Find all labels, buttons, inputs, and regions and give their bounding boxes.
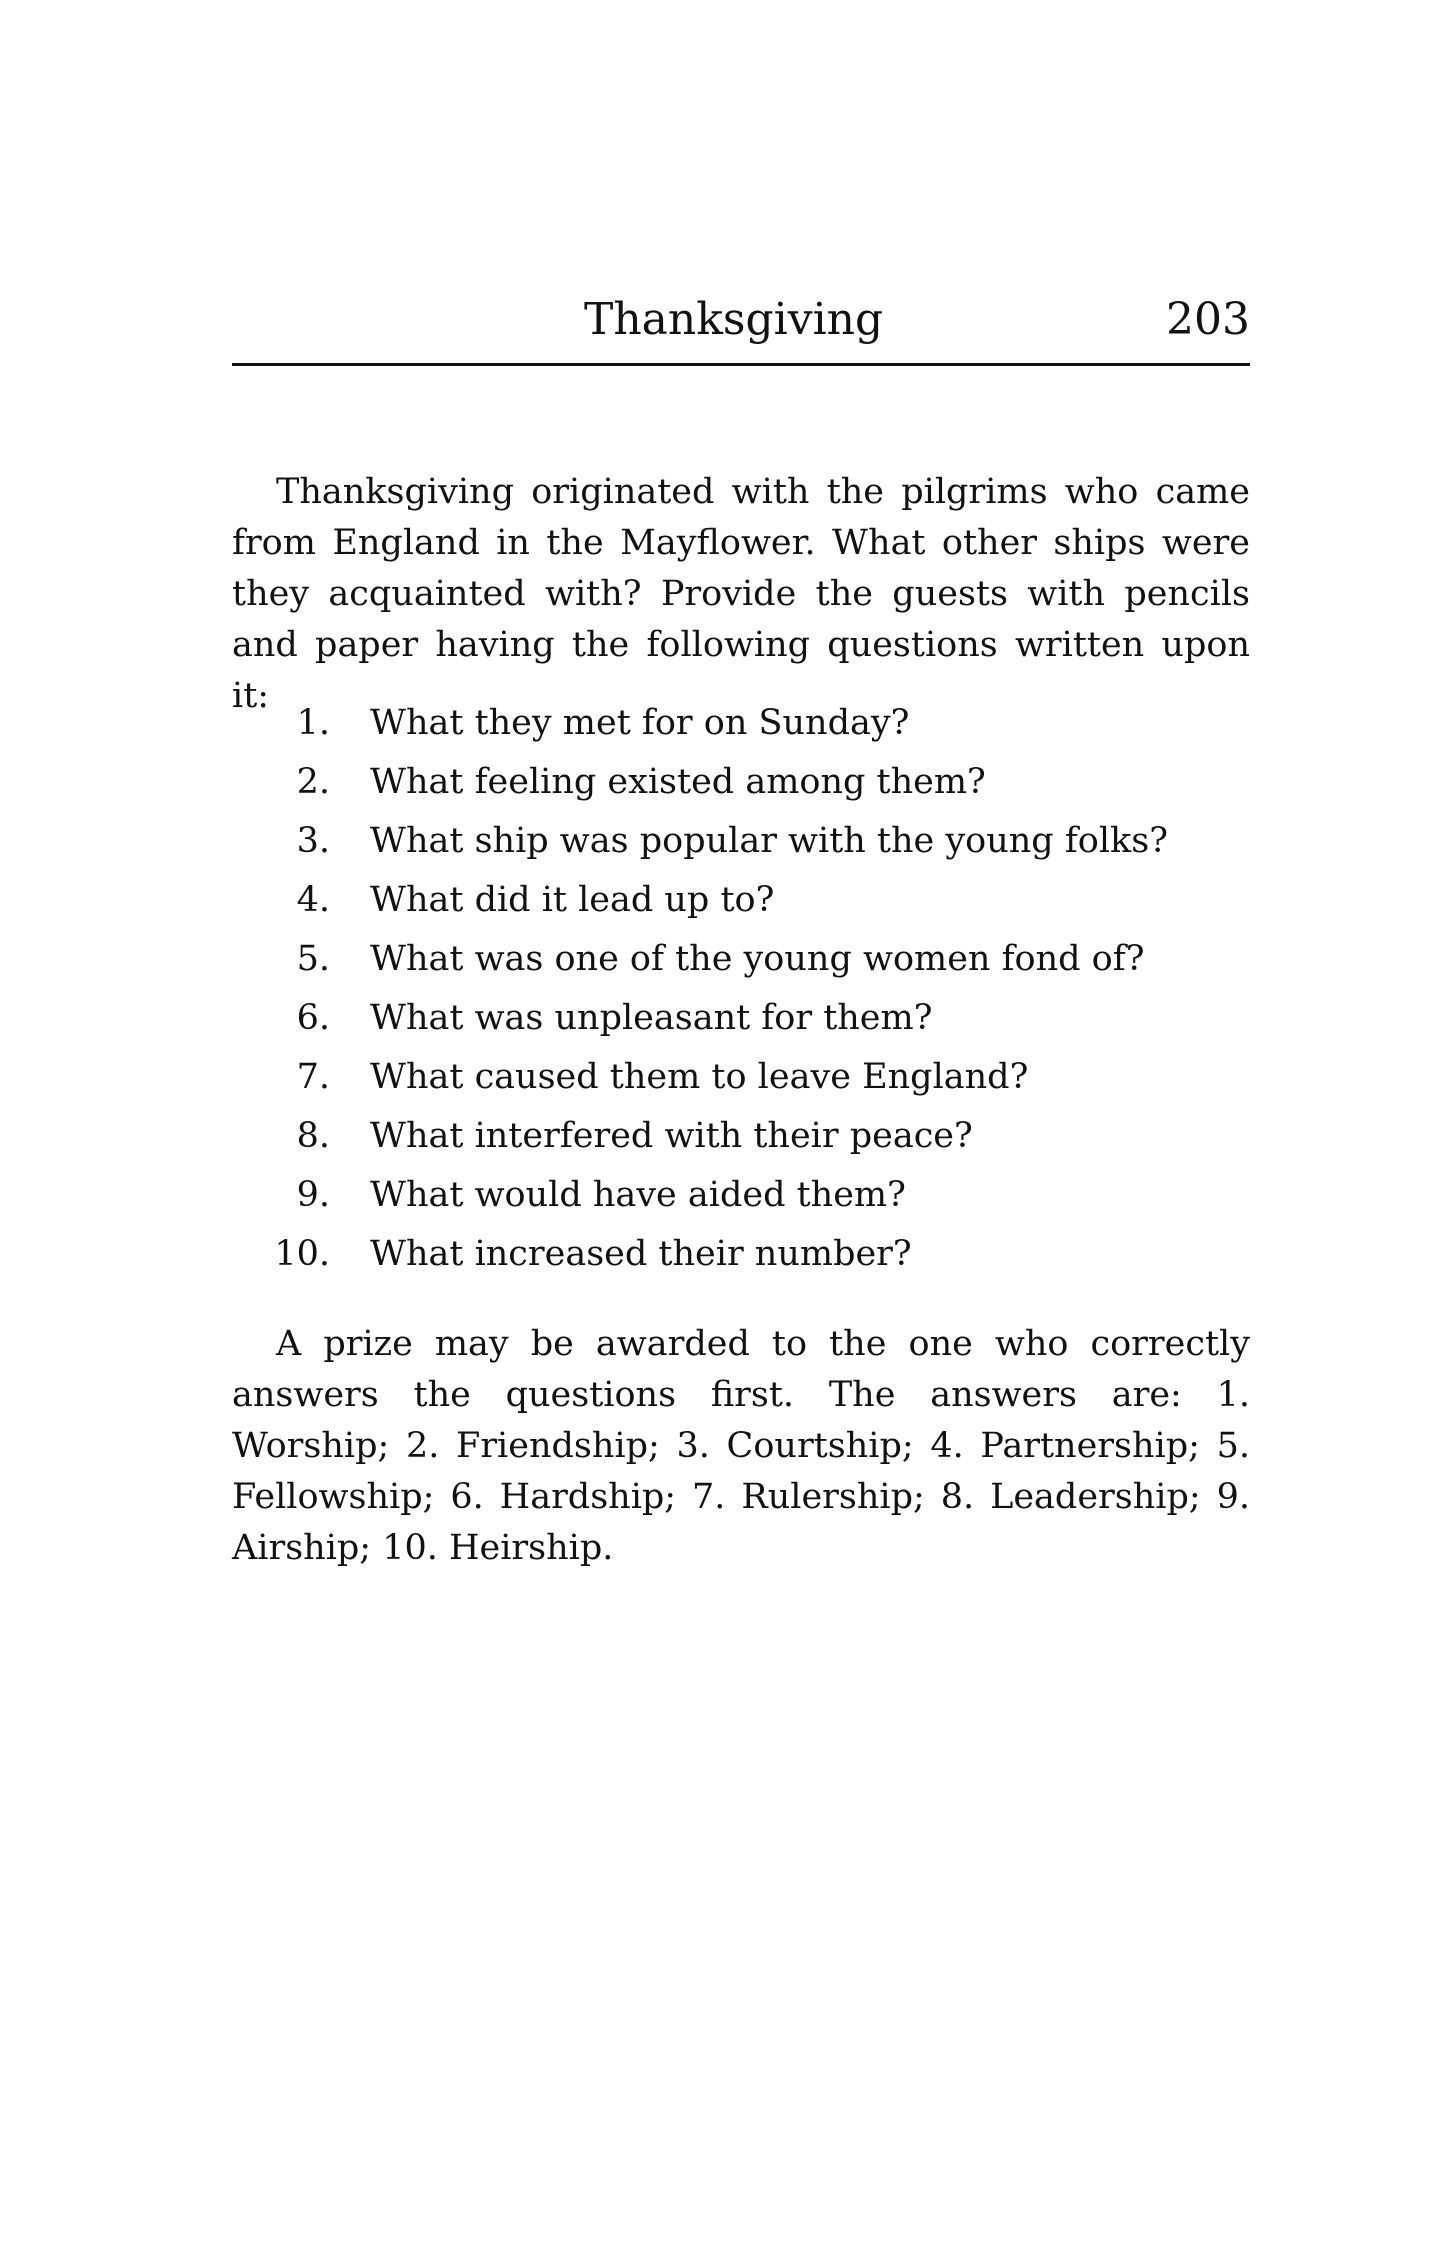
list-item <box>232 1107 1250 1166</box>
closing-paragraph: A prize may be awarded to the one who correctly answers the questions first. The answers are: 1. Worship; 2. Friendship; 3. Courtship; 4. Partnership; 5. Fellowship; 6. Hardship; 7. Rulership; 8. Leadership; 9. Airship; 10. Heirship. <box>232 1324 1250 1568</box>
question-text: What they met for on Sunday? <box>370 703 910 743</box>
question-number: 5. <box>296 939 330 979</box>
question-text: What was unpleasant for them? <box>370 998 933 1038</box>
running-title: Thanksgiving <box>584 294 884 345</box>
question-number: 1. <box>296 703 330 743</box>
question-number: 8. <box>296 1116 330 1156</box>
question-number: 10. <box>274 1234 330 1274</box>
question-text: What increased their number? <box>370 1234 912 1274</box>
list-item <box>232 1048 1250 1107</box>
list-item <box>232 753 1250 812</box>
question-number: 3. <box>296 821 330 861</box>
question-text: What ship was popular with the young folks? <box>370 821 1168 861</box>
book-page <box>232 0 1250 2267</box>
list-item <box>232 1225 1250 1284</box>
list-item <box>232 871 1250 930</box>
list-item <box>232 812 1250 871</box>
question-text: What was one of the young women fond of? <box>370 939 1145 979</box>
list-item <box>232 989 1250 1048</box>
question-number: 6. <box>296 998 330 1038</box>
running-head <box>232 280 1250 360</box>
question-text: What interfered with their peace? <box>370 1116 973 1156</box>
question-text: What did it lead up to? <box>370 880 775 920</box>
intro-paragraph: Thanksgiving originated with the pilgrims who came from England in the Mayflower. What other ships were they acquainted with? Provide the guests with pencils and paper having the following questions written upon it: <box>232 472 1250 716</box>
header-rule <box>232 363 1250 366</box>
question-list <box>232 694 1250 1284</box>
page-number: 203 <box>1166 294 1250 345</box>
question-number: 7. <box>296 1057 330 1097</box>
question-number: 4. <box>296 880 330 920</box>
list-item <box>232 694 1250 753</box>
question-number: 9. <box>296 1175 330 1215</box>
list-item <box>232 930 1250 989</box>
question-number: 2. <box>296 762 330 802</box>
question-text: What would have aided them? <box>370 1175 906 1215</box>
question-text: What caused them to leave England? <box>370 1057 1029 1097</box>
question-text: What feeling existed among them? <box>370 762 986 802</box>
list-item <box>232 1166 1250 1225</box>
